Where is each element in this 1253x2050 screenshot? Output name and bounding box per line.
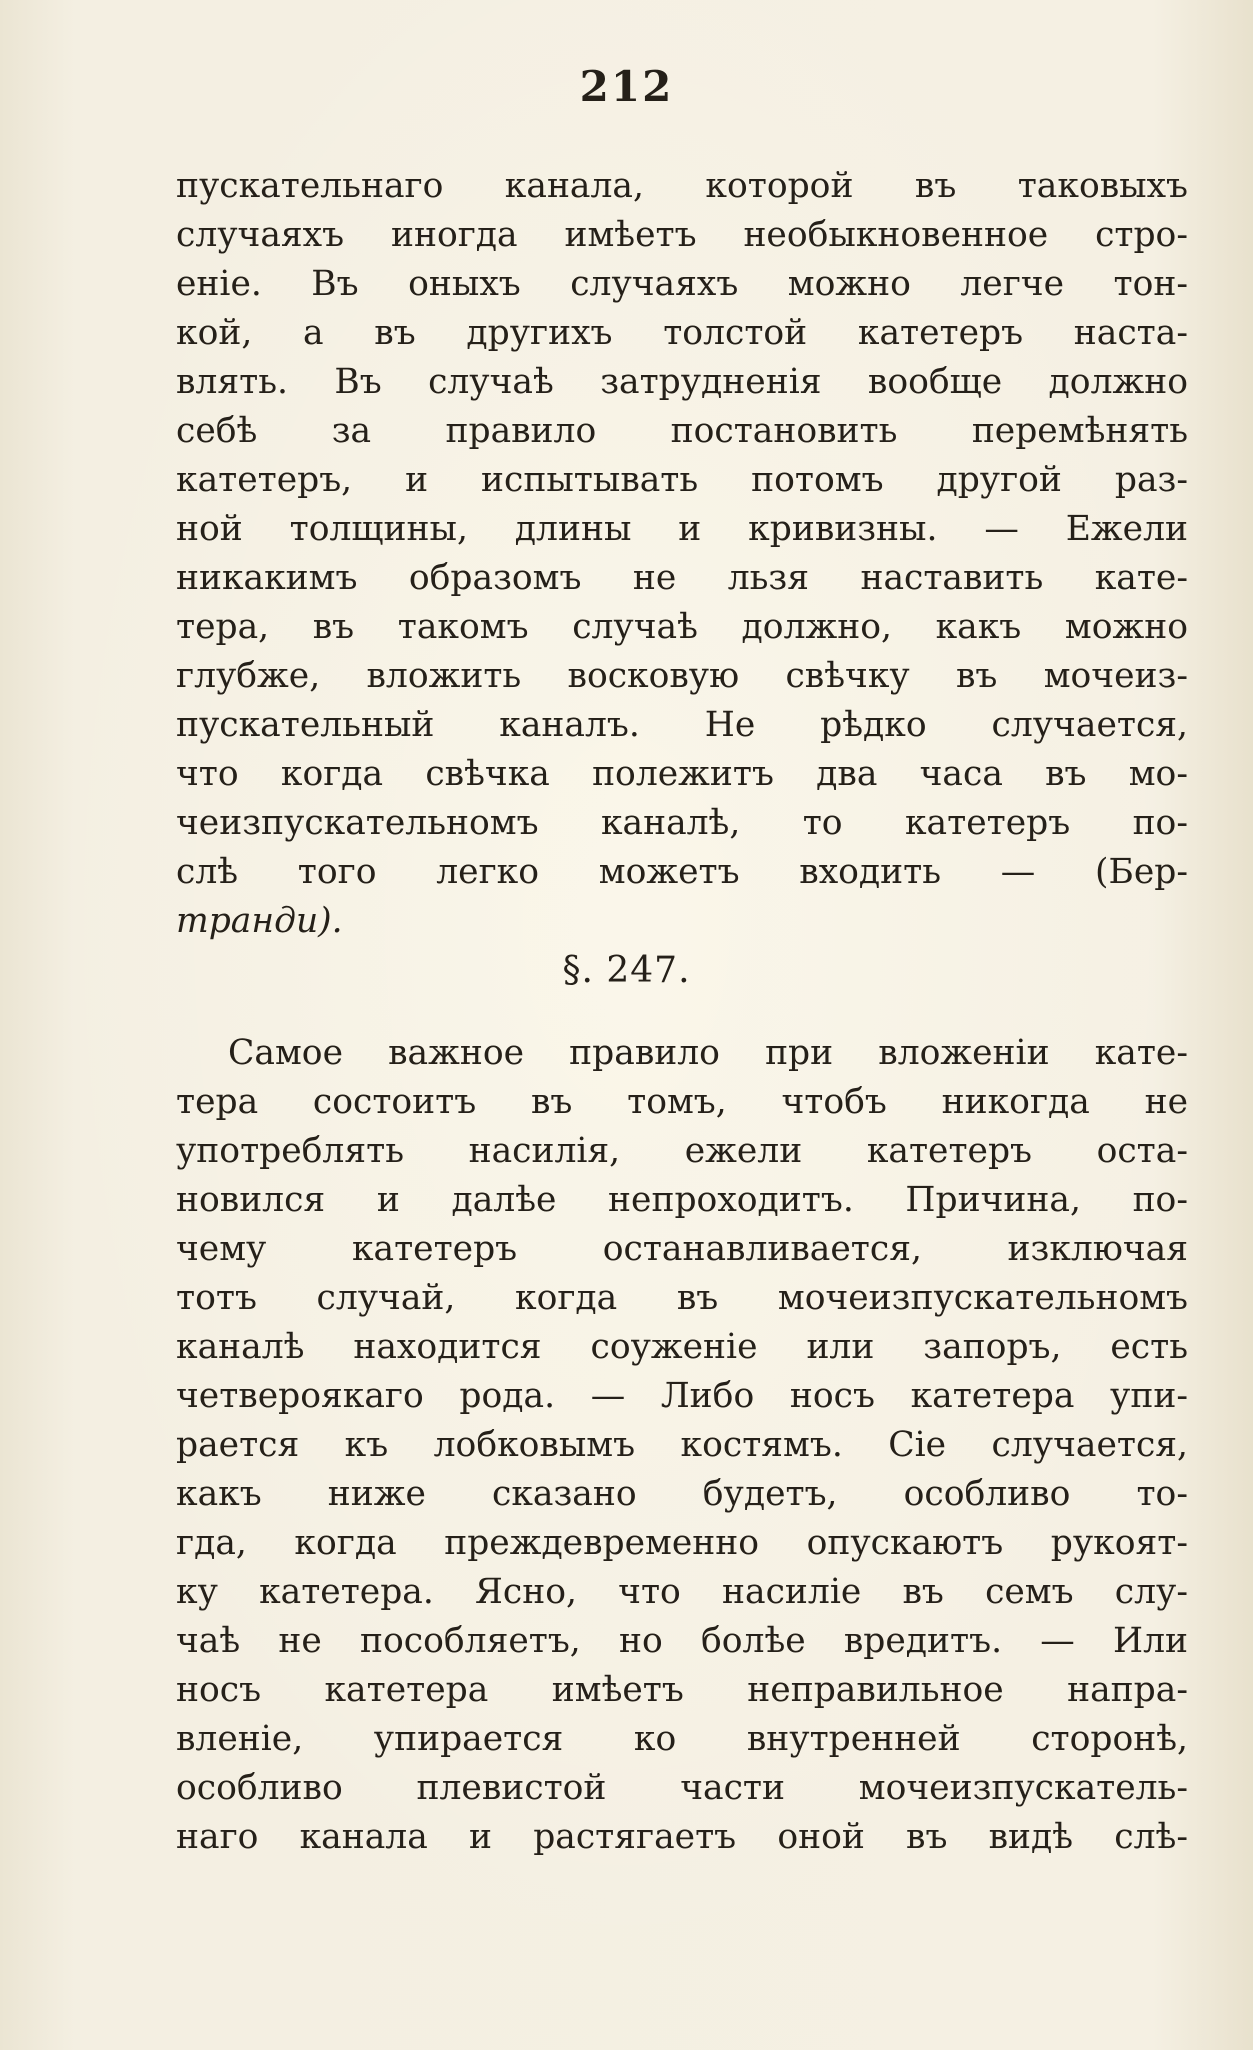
text-line: какъ ниже сказано будетъ, особливо то- [176,1474,1188,1514]
text-line: тера, въ такомъ случаѣ должно, какъ можно [176,607,1188,647]
paragraph-2 [176,1029,1188,1862]
text-line: ной толщины, длины и кривизны. — Ежели [176,509,1188,549]
text-line: тера состоитъ въ томъ, чтобъ никогда не [176,1082,1188,1122]
text-line: тотъ случай, когда въ мочеизпускательномъ [176,1278,1188,1318]
text-line: влять. Въ случаѣ затрудненія вообще должно [176,362,1188,402]
text-line: употреблять насилія, ежели катетеръ оста- [176,1131,1188,1171]
text-line: каналѣ находится соуженіе или запоръ, есть [176,1327,1188,1367]
text-line: Самое важное правило при вложеніи кате- [228,1033,1188,1073]
text-line: чему катетеръ останавливается, изключая [176,1229,1188,1269]
page-number: 212 [579,62,674,111]
text-line: чеизпускательномъ каналѣ, то катетеръ по- [176,803,1188,843]
text-line: глубже, вложить восковую свѣчку въ мочеиз- [176,656,1188,696]
text-line: слѣ того легко можетъ входить — (Бер- [176,852,1188,892]
text-line: транди). [176,901,343,941]
text-line: себѣ за правило постановить перемѣнять [176,411,1188,451]
text-line: чаѣ не пособляетъ, но болѣе вредитъ. — Или [176,1621,1188,1661]
text-line: пускательный каналъ. Не рѣдко случается, [176,705,1188,745]
text-line: ку катетера. Ясно, что насиліе въ семъ слу- [176,1572,1188,1612]
section-heading: §. 247. [562,950,691,991]
text-line: гда, когда преждевременно опускаютъ рукоят- [176,1523,1188,1563]
text-line: носъ катетера имѣетъ неправильное напра- [176,1670,1188,1710]
text-line: еніе. Въ оныхъ случаяхъ можно легче тон- [176,264,1188,304]
text-line: наго канала и растягаетъ оной въ видѣ слѣ- [176,1817,1188,1857]
text-line: четвероякаго рода. — Либо носъ катетера упи- [176,1376,1188,1416]
text-line: кой, а въ другихъ толстой катетеръ наста- [176,313,1188,353]
text-line: никакимъ образомъ не льзя наставить кате- [176,558,1188,598]
text-line: новился и далѣе непроходитъ. Причина, по- [176,1180,1188,1220]
text-line: что когда свѣчка полежитъ два часа въ мо- [176,754,1188,794]
text-line: катетеръ, и испытывать потомъ другой раз- [176,460,1188,500]
text-line: случаяхъ иногда имѣетъ необыкновенное стро- [176,215,1188,255]
text-line: особливо плевистой части мочеизпускатель- [176,1768,1188,1808]
text-line: вленіе, упирается ко внутренней сторонѣ, [176,1719,1188,1759]
text-line: рается къ лобковымъ костямъ. Сіе случается, [176,1425,1188,1465]
paragraph-1 [176,162,1188,946]
text-line: пускательнаго канала, которой въ таковыхъ [176,166,1188,206]
